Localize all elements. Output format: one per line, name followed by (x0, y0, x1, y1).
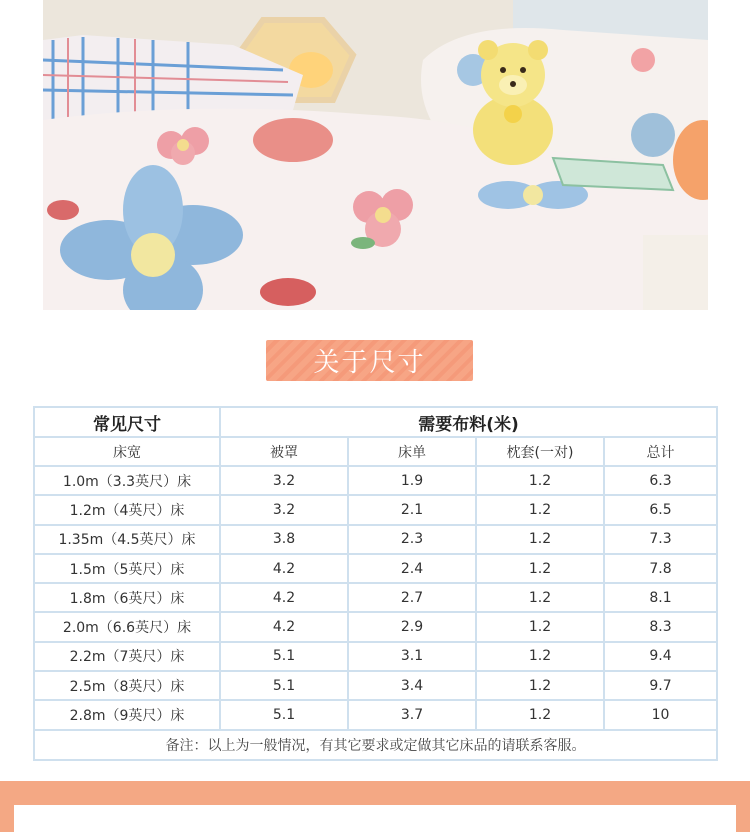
header-fabric-needed: 需要布料(米) (220, 407, 717, 437)
header-common-size: 常见尺寸 (34, 407, 220, 437)
duvet-cell: 5.1 (220, 671, 348, 700)
pillow-cell: 1.2 (476, 554, 604, 583)
sheet-cell: 2.4 (348, 554, 476, 583)
pillow-cell: 1.2 (476, 525, 604, 554)
bed-size-cell: 1.2m（4英尺）床 (34, 495, 220, 524)
bed-size-cell: 2.0m（6.6英尺）床 (34, 612, 220, 641)
bed-size-cell: 2.5m（8英尺）床 (34, 671, 220, 700)
bottom-bar-inner (14, 805, 736, 832)
bottom-accent-bar (0, 781, 750, 832)
pillow-cell: 1.2 (476, 583, 604, 612)
table-row (34, 700, 717, 729)
bedding-photo (43, 0, 708, 310)
duvet-cell: 3.8 (220, 525, 348, 554)
pillow-cell: 1.2 (476, 671, 604, 700)
table-note-row (34, 730, 717, 760)
total-cell: 9.4 (604, 642, 717, 671)
table-row (34, 495, 717, 524)
bed-size-cell: 1.8m（6英尺）床 (34, 583, 220, 612)
section-title-banner (266, 340, 473, 381)
pillow-cell: 1.2 (476, 612, 604, 641)
table-row (34, 612, 717, 641)
column-header: 枕套(一对) (476, 437, 604, 466)
table-row (34, 642, 717, 671)
sheet-cell: 2.1 (348, 495, 476, 524)
pillow-cell: 1.2 (476, 700, 604, 729)
duvet-cell: 5.1 (220, 642, 348, 671)
total-cell: 9.7 (604, 671, 717, 700)
bed-size-cell: 2.8m（9英尺）床 (34, 700, 220, 729)
table-row (34, 583, 717, 612)
table-row (34, 525, 717, 554)
section-title: 关于尺寸 (313, 348, 426, 378)
total-cell: 8.3 (604, 612, 717, 641)
sheet-cell: 3.7 (348, 700, 476, 729)
total-cell: 10 (604, 700, 717, 729)
column-header: 被罩 (220, 437, 348, 466)
bed-size-cell: 1.0m（3.3英尺）床 (34, 466, 220, 495)
sheet-cell: 1.9 (348, 466, 476, 495)
duvet-cell: 3.2 (220, 495, 348, 524)
total-cell: 6.3 (604, 466, 717, 495)
table-subheader-row (34, 437, 717, 466)
table-row (34, 671, 717, 700)
duvet-cell: 4.2 (220, 554, 348, 583)
fabric-size-table (33, 406, 718, 761)
pillow-cell: 1.2 (476, 495, 604, 524)
bed-size-cell: 1.5m（5英尺）床 (34, 554, 220, 583)
total-cell: 7.8 (604, 554, 717, 583)
pillow-cell: 1.2 (476, 642, 604, 671)
duvet-cell: 5.1 (220, 700, 348, 729)
total-cell: 7.3 (604, 525, 717, 554)
column-header: 床宽 (34, 437, 220, 466)
pillow-cell: 1.2 (476, 466, 604, 495)
bed-size-cell: 2.2m（7英尺）床 (34, 642, 220, 671)
duvet-cell: 3.2 (220, 466, 348, 495)
total-cell: 8.1 (604, 583, 717, 612)
table-header-row (34, 407, 717, 437)
duvet-cell: 4.2 (220, 583, 348, 612)
table-row (34, 554, 717, 583)
sheet-cell: 2.9 (348, 612, 476, 641)
bed-size-cell: 1.35m（4.5英尺）床 (34, 525, 220, 554)
sheet-cell: 3.4 (348, 671, 476, 700)
column-header: 总计 (604, 437, 717, 466)
duvet-cell: 4.2 (220, 612, 348, 641)
sheet-cell: 2.3 (348, 525, 476, 554)
sheet-cell: 2.7 (348, 583, 476, 612)
table-row (34, 466, 717, 495)
total-cell: 6.5 (604, 495, 717, 524)
sheet-cell: 3.1 (348, 642, 476, 671)
column-header: 床单 (348, 437, 476, 466)
table-note: 备注：以上为一般情况，有其它要求或定做其它床品的请联系客服。 (34, 730, 717, 760)
